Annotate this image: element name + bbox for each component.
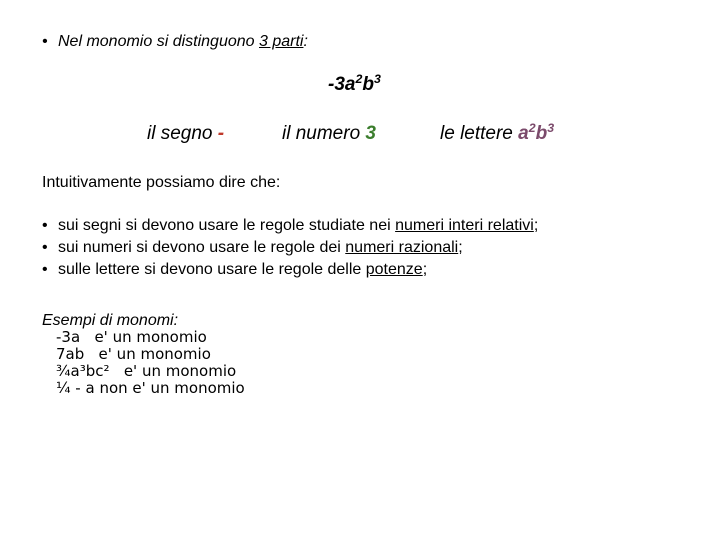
monomial-b: b — [362, 74, 374, 95]
letters-base-a: a — [518, 123, 529, 144]
rule-text: sulle lettere si devono usare le regole delle — [58, 261, 366, 278]
example-item: 7ab e' un monomio — [56, 345, 211, 363]
intro-line — [42, 33, 308, 51]
letters-label: le lettere — [440, 123, 519, 144]
rule-text: sui segni si devono usare le regole studiate nei — [58, 217, 396, 234]
bullet-icon: • — [42, 239, 48, 256]
rule-item-signs — [42, 215, 538, 237]
rule-item-numbers — [42, 237, 538, 259]
letters-base-b: b — [535, 123, 548, 144]
sign-label: il segno — [147, 123, 218, 144]
monomial-exp-a: 2 — [355, 72, 363, 87]
monomial-example — [328, 74, 381, 96]
intro-text: Nel monomio si distinguono — [58, 33, 259, 50]
part-number — [282, 123, 376, 145]
rule-link-potenze[interactable]: potenze — [365, 261, 423, 278]
bullet-icon: • — [42, 261, 48, 278]
bullet-icon: • — [42, 33, 48, 50]
number-value: 3 — [365, 123, 376, 144]
sign-value: - — [217, 123, 225, 144]
example-item: ¾a³bc² e' un monomio — [56, 362, 237, 380]
examples-block — [42, 312, 245, 397]
monomial-exp-b: 3 — [373, 72, 381, 87]
rule-end: ; — [533, 217, 539, 234]
rule-end: ; — [422, 261, 428, 278]
monomial-coef: -3a — [328, 74, 356, 95]
number-label: il numero — [282, 123, 366, 144]
rule-end: ; — [458, 239, 463, 256]
examples-heading: Esempi di monomi: — [42, 312, 179, 329]
rules-list — [42, 215, 538, 281]
rule-link-relativi[interactable]: numeri interi relativi — [395, 217, 534, 234]
part-sign — [147, 123, 224, 145]
example-item: -3a e' un monomio — [56, 328, 207, 346]
letters-exp-a: 2 — [528, 121, 536, 136]
intro-link[interactable]: 3 parti — [259, 33, 304, 50]
rule-item-letters — [42, 259, 538, 281]
part-letters — [440, 123, 554, 145]
bullet-icon: • — [42, 217, 48, 234]
intro-colon: : — [303, 33, 308, 50]
example-item: ¼ - a non e' un monomio — [56, 379, 245, 397]
letters-value — [518, 123, 554, 144]
rule-text: sui numeri si devono usare le regole dei — [58, 239, 346, 256]
intuition-text: Intuitivamente possiamo dire che: — [42, 174, 281, 191]
rule-link-razionali[interactable]: numeri razionali — [345, 239, 459, 256]
letters-exp-b: 3 — [547, 121, 555, 136]
